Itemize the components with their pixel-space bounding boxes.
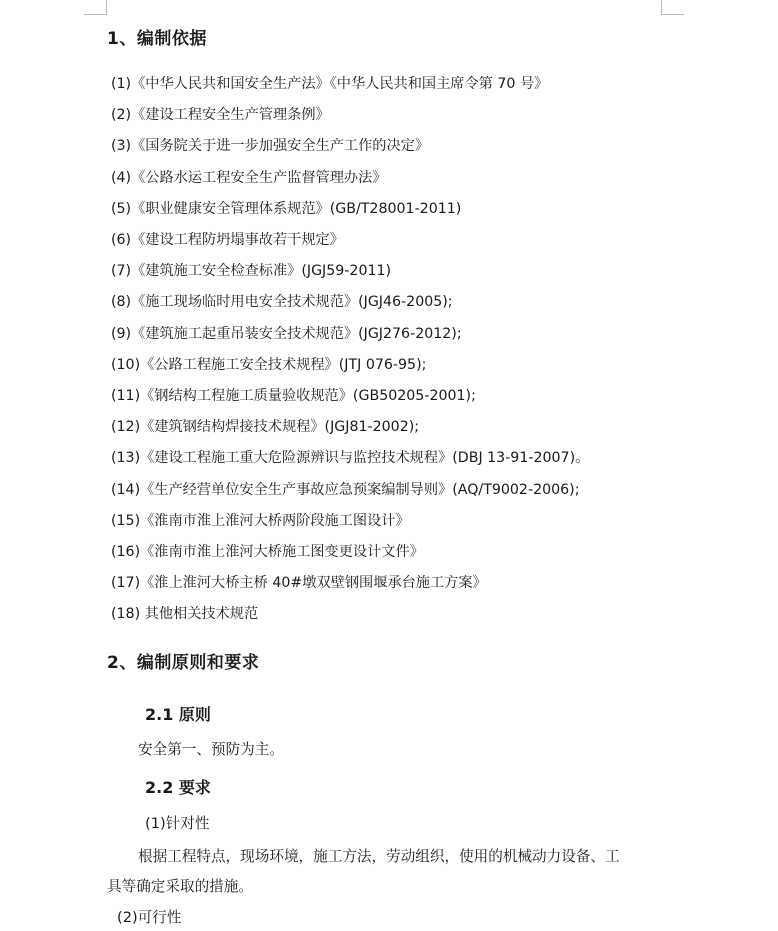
- subheading-principle: 2.1 原则: [145, 705, 211, 724]
- reference-item: (14)《生产经营单位安全生产事故应急预案编制导则》(AQ/T9002-2006);: [111, 481, 580, 498]
- requirement-text-line: 具等确定采取的措施。: [107, 878, 253, 895]
- reference-item: (10)《公路工程施工安全技术规程》(JTJ 076-95);: [111, 356, 427, 373]
- subheading-requirements: 2.2 要求: [145, 778, 211, 797]
- reference-item: (8)《施工现场临时用电安全技术规范》(JGJ46-2005);: [111, 294, 453, 311]
- reference-item: (12)《建筑钢结构焊接技术规程》(JGJ81-2002);: [111, 419, 420, 436]
- principle-text: 安全第一、预防为主。: [138, 741, 284, 758]
- requirement-item-label: (2)可行性: [117, 909, 182, 926]
- reference-item: (13)《建设工程施工重大危险源辨识与监控技术规程》(DBJ 13-91-2007)。: [111, 450, 590, 467]
- reference-item: (6)《建设工程防坍塌事故若干规定》: [111, 232, 344, 248]
- reference-item: (7)《建筑施工安全检查标准》(JGJ59-2011): [111, 263, 392, 280]
- reference-item: (2)《建设工程安全生产管理条例》: [111, 107, 330, 124]
- requirement-item-label: (1)针对性: [145, 815, 210, 832]
- page-corner-mark-left: [84, 0, 107, 15]
- reference-item: (16)《淮南市淮上淮河大桥施工图变更设计文件》: [111, 544, 424, 560]
- reference-item: (5)《职业健康安全管理体系规范》(GB/T28001-2011): [111, 200, 462, 217]
- section-heading-basis: 1、编制依据: [107, 29, 207, 49]
- reference-item: (4)《公路水运工程安全生产监督管理办法》: [111, 169, 387, 186]
- reference-item: (1)《中华人民共和国安全生产法》《中华人民共和国主席令第 70 号》: [111, 76, 549, 92]
- reference-item: (17)《淮上淮河大桥主桥 40#墩双壁钢围堰承台施工方案》: [111, 575, 487, 592]
- reference-item: (11)《钢结构工程施工质量验收规范》(GB50205-2001);: [111, 388, 476, 404]
- reference-item: (9)《建筑施工起重吊装安全技术规范》(JGJ276-2012);: [111, 325, 462, 342]
- reference-item: (3)《国务院关于进一步加强安全生产工作的决定》: [111, 138, 430, 155]
- section-heading-principles: 2、编制原则和要求: [107, 653, 260, 673]
- reference-item: (15)《淮南市淮上淮河大桥两阶段施工图设计》: [111, 512, 410, 529]
- page-corner-mark-right: [661, 0, 684, 15]
- requirement-text-line: 根据工程特点，现场环境，施工方法，劳动组织，使用的机械动力设备、工: [138, 848, 620, 865]
- reference-item: (18) 其他相关技术规范: [111, 606, 259, 623]
